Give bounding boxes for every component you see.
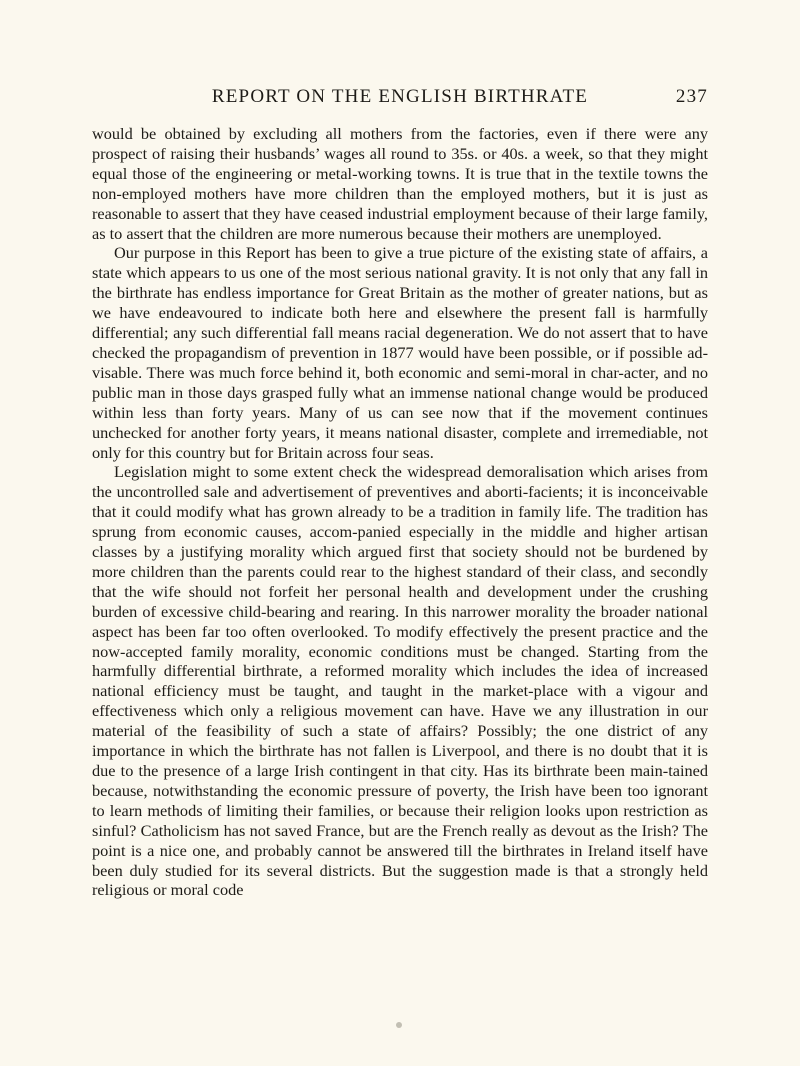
paragraph-3: Legislation might to some extent check the widespread demoralisation which arises from the uncontrolled sale and advertisement of preventives and aborti-facients; it is inconceivable that it could modify what has grown already to be a tradition in family life. The tradition has sprung from economic causes, accom-panied especially in the middle and higher artisan classes by a justifying morality which argued first that society should not be burdened by more children than the parents could rear to the highest standard of their class, and secondly that the wife should not forfeit her personal health and development under the crushing burden of excessive child-bearing and rearing. In this narrower morality the broader national aspect has been far too often overlooked. To modify effectively the present practice and the now-accepted family morality, economic conditions must be changed. Starting from the harmfully differential birthrate, a reformed morality which includes the idea of increased national efficiency must be taught, and taught in the market-place with a vigour and effectiveness which only a religious movement can have. Have we any illustration in our material of the feasibility of such a state of affairs? Possibly; the one district of any importance in which the birthrate has not fallen is Liverpool, and there is no doubt that it is due to the presence of a large Irish contingent in that city. Has its birthrate been main-tained because, notwithstanding the economic pressure of poverty, the Irish have been too ignorant to learn methods of limiting their families, or because their religion looks upon restriction as sinful? Catholicism has not saved France, but are the French really as devout as the Irish? The point is a nice one, and probably cannot be answered till the birthrates in Ireland itself have been duly studied for its several districts. But the suggestion made is that a strongly held religious or moral code (92, 462, 708, 900)
running-head (92, 86, 708, 110)
printer-mark (396, 1022, 402, 1028)
running-title: REPORT ON THE ENGLISH BIRTHRATE (211, 86, 589, 107)
paragraph-2: Our purpose in this Report has been to give a true picture of the existing state of affairs, a state which appears to us one of the most serious national gravity. It is not only that any fall in the birthrate has endless importance for Great Britain as the mother of greater nations, but as we have endeavoured to indicate both here and elsewhere the present fall is harmfully differential; any such differential fall means racial degeneration. We do not assert that to have checked the propagandism of prevention in 1877 would have been possible, or if possible ad-visable. There was much force behind it, both economic and semi-moral in char-acter, and no public man in those days grasped fully what an immense national change would be produced within less than forty years. Many of us can see now that if the movement continues unchecked for another forty years, it means national disaster, complete and irremediable, not only for this country but for Britain across four seas. (92, 243, 708, 462)
page-number: 237 (675, 86, 708, 107)
body-text (92, 124, 708, 900)
paragraph-1: would be obtained by excluding all mothers from the factories, even if there were any prospect of raising their husbands’ wages all round to 35s. or 40s. a week, so that they might equal those of the engineering or metal-working towns. It is true that in the textile towns the non-employed mothers have more children than the employed mothers, but it is just as reasonable to assert that they have ceased industrial employment because of their large family, as to assert that the children are more numerous because their mothers are unemployed. (92, 124, 708, 243)
